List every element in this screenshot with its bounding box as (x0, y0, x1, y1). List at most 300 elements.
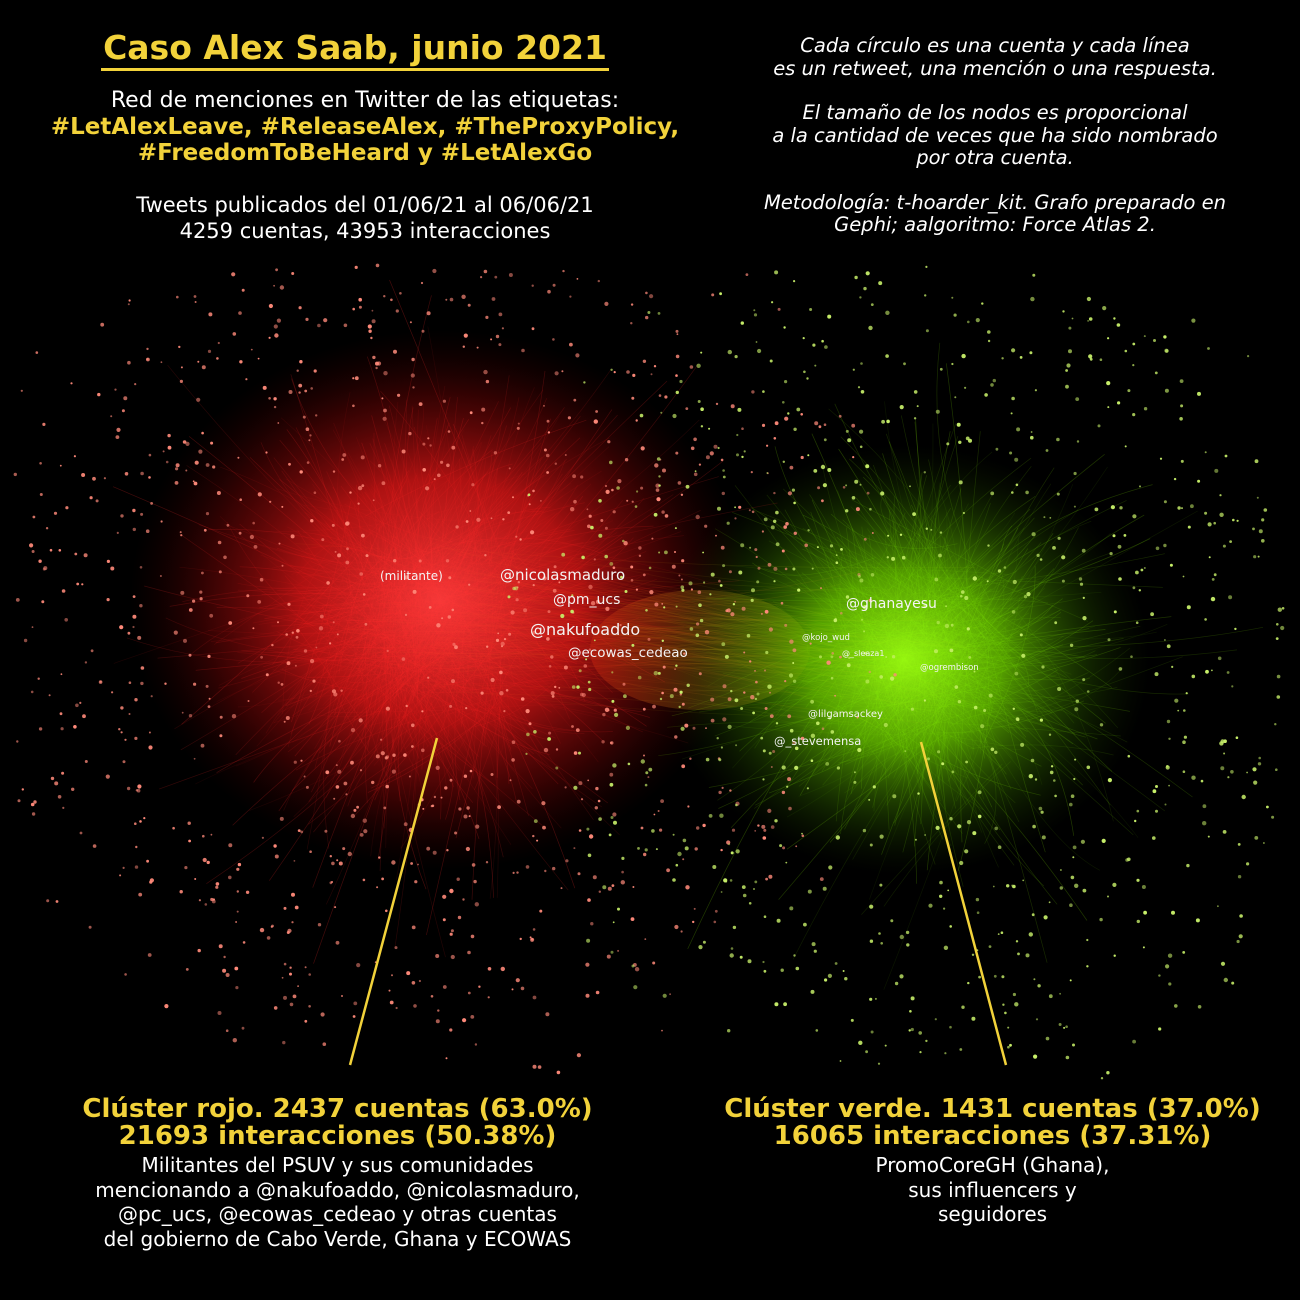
green-cluster-node (598, 817, 602, 821)
green-cluster-node (924, 699, 926, 701)
red-cluster-node (122, 409, 125, 412)
red-cluster-node (623, 683, 626, 686)
red-cluster-node (151, 695, 153, 697)
green-cluster-node (1049, 901, 1051, 903)
green-cluster-node (583, 381, 585, 383)
red-cluster-node (466, 806, 469, 809)
red-cluster-node (590, 922, 593, 925)
red-cluster-node (304, 776, 306, 778)
green-cluster-node (835, 962, 838, 965)
red-cluster-node (555, 463, 557, 465)
red-cluster-node (245, 378, 247, 380)
red-cluster-node (412, 386, 414, 388)
green-cluster-node (1024, 595, 1027, 598)
red-cluster-node (132, 509, 135, 512)
green-cluster-node (730, 879, 733, 882)
red-cluster-node (476, 518, 480, 522)
red-cluster-node (236, 868, 239, 871)
green-cluster-node (1127, 389, 1130, 392)
red-cluster-node (431, 805, 433, 807)
red-cluster-node (373, 499, 375, 501)
green-cluster-node (854, 276, 857, 279)
red-cluster-node (201, 572, 204, 575)
red-cluster-node (711, 719, 715, 723)
red-cluster-node (146, 348, 148, 350)
green-cluster-node (940, 368, 943, 371)
red-cluster-node (363, 593, 366, 596)
green-cluster-node (1158, 1027, 1161, 1030)
red-cluster-node (681, 930, 683, 932)
red-cluster-node (22, 788, 24, 790)
red-cluster-node (363, 879, 366, 882)
red-cluster-node (24, 639, 27, 642)
red-cluster-node (834, 695, 836, 697)
red-cluster-node (769, 692, 771, 694)
red-cluster-node (801, 456, 804, 459)
red-cluster-node (654, 603, 658, 607)
red-cluster-node (769, 627, 773, 631)
green-cluster-node (1004, 1012, 1007, 1015)
green-cluster-node (801, 833, 803, 835)
green-cluster-node (645, 609, 648, 612)
red-cluster-node (219, 944, 223, 948)
red-cluster-node (411, 358, 414, 361)
green-cluster-node (1058, 537, 1061, 540)
red-cluster-node (437, 474, 441, 478)
green-cluster-node (1205, 670, 1209, 674)
red-cluster-node (411, 373, 415, 377)
red-cluster-node (393, 350, 397, 354)
green-cluster-node (525, 753, 527, 755)
green-cluster-node (613, 821, 617, 825)
green-cluster-node (1011, 491, 1014, 494)
red-cluster-node (297, 985, 299, 987)
red-cluster-node (306, 786, 309, 789)
green-cluster-node (981, 302, 983, 304)
red-cluster-node (546, 454, 550, 458)
green-cluster-node (1102, 306, 1106, 310)
red-cluster-node (663, 666, 666, 669)
green-cluster-node (1013, 993, 1016, 996)
red-cluster-node (216, 357, 219, 360)
green-cluster-node (1204, 618, 1207, 621)
red-cluster-node (761, 825, 765, 829)
red-cluster-node (359, 306, 362, 309)
green-cluster-node (945, 605, 947, 607)
green-cluster-node (934, 578, 938, 582)
red-cluster-node (441, 617, 443, 619)
green-cluster-node (1208, 522, 1212, 526)
green-cluster-node (1220, 766, 1224, 770)
green-cluster-node (752, 712, 755, 715)
green-cluster-node (789, 673, 793, 677)
green-cluster-node (869, 508, 872, 511)
red-cluster-node (210, 442, 213, 445)
red-cluster-node (419, 560, 422, 563)
green-cluster-node (586, 828, 589, 831)
green-cluster-node (616, 486, 620, 490)
red-cluster-node (421, 710, 423, 712)
green-cluster-node (857, 748, 861, 752)
green-cluster-node (744, 450, 746, 452)
red-cluster-node (402, 450, 406, 454)
green-cluster-node (762, 778, 764, 780)
green-cluster-node (875, 998, 877, 1000)
green-cluster-node (1099, 918, 1102, 921)
red-cluster-node (706, 455, 710, 459)
red-cluster-node (298, 829, 301, 832)
green-cluster-node (941, 762, 944, 765)
red-cluster-node (694, 908, 696, 910)
red-cluster-node (352, 308, 355, 311)
red-cluster-node (608, 887, 612, 891)
red-cluster-node (127, 632, 130, 635)
red-cluster-node (308, 973, 311, 976)
red-cluster-node (266, 673, 269, 676)
red-cluster-node (258, 358, 260, 360)
green-cluster-node (1106, 381, 1110, 385)
red-cluster-node (208, 705, 211, 708)
green-cluster-node (1102, 839, 1106, 843)
green-cluster-node (680, 691, 683, 694)
green-cluster-node (514, 586, 518, 590)
red-cluster-node (510, 610, 514, 614)
green-cluster-node (751, 588, 755, 592)
red-cluster-node (640, 487, 643, 490)
green-cluster-node (909, 1029, 911, 1031)
red-cluster-node (645, 316, 648, 319)
note-paragraph-1 (700, 35, 1290, 80)
green-cluster-node (871, 573, 875, 577)
red-cluster-node (510, 779, 512, 781)
red-cluster-node (361, 534, 365, 538)
red-cluster-node (488, 967, 492, 971)
red-cluster-node (824, 423, 827, 426)
red-cluster-node (448, 615, 451, 618)
red-cluster-node (305, 966, 307, 968)
red-cluster-node (183, 639, 187, 643)
red-cluster-node (451, 955, 455, 959)
red-cluster-node (486, 646, 488, 648)
red-cluster-node (682, 703, 685, 706)
red-cluster-node (757, 824, 759, 826)
red-cluster-node (368, 324, 372, 328)
red-cluster-node (359, 718, 363, 722)
red-cluster-node (273, 285, 275, 287)
red-cluster-node (469, 510, 471, 512)
red-cluster-node (128, 303, 130, 305)
red-cluster-node (393, 559, 396, 562)
green-cluster-node (1231, 685, 1233, 687)
red-cluster-node (632, 374, 635, 377)
green-cluster-node (1026, 953, 1030, 957)
green-cluster-node (1181, 507, 1183, 509)
green-cluster-node (773, 580, 775, 582)
green-cluster-node (949, 925, 952, 928)
green-cluster-node (1101, 1077, 1103, 1079)
red-cluster-node (696, 515, 700, 519)
red-cluster-node (831, 652, 834, 655)
red-cluster-node (449, 1028, 452, 1031)
red-cluster-node (553, 284, 556, 287)
green-cluster-node (656, 848, 658, 850)
green-cluster-node (1043, 516, 1045, 518)
red-cluster-node (687, 805, 689, 807)
green-cluster-node (885, 1045, 887, 1047)
green-cluster-node (610, 783, 614, 787)
green-cluster-node (1158, 974, 1160, 976)
red-cluster-node (116, 428, 120, 432)
red-cluster-node (413, 590, 417, 594)
green-cluster-node (740, 543, 744, 547)
green-cluster-node (1090, 358, 1093, 361)
red-cluster-node (49, 694, 51, 696)
red-cluster-node (246, 594, 249, 597)
red-cluster-node (260, 656, 263, 659)
red-cluster-node (294, 860, 296, 862)
red-cluster-node (345, 793, 347, 795)
green-cluster-node (658, 475, 660, 477)
red-cluster-node (702, 824, 705, 827)
green-cluster-node (810, 700, 814, 704)
red-cluster-node (638, 546, 641, 549)
red-cluster-node (215, 886, 218, 889)
red-cluster-node (676, 355, 680, 359)
red-cluster-node (593, 875, 597, 879)
green-cluster-node (735, 698, 739, 702)
green-cluster-node (1033, 1055, 1037, 1059)
green-cluster-node (814, 950, 817, 953)
green-cluster-node (989, 694, 993, 698)
green-cluster-node (860, 484, 862, 486)
green-cluster-node (586, 939, 590, 943)
red-cluster-node (413, 1004, 417, 1008)
green-cluster-node (754, 881, 757, 884)
red-cluster-node (353, 1015, 356, 1018)
red-cluster-node (729, 789, 731, 791)
green-cluster-node (636, 490, 638, 492)
red-cluster-node (282, 977, 284, 979)
green-cluster-node (909, 485, 911, 487)
red-cluster-node (100, 323, 104, 327)
green-cluster-node (685, 846, 689, 850)
green-cluster-node (1136, 621, 1139, 624)
green-cluster-node (1214, 573, 1217, 576)
red-cluster-node (121, 731, 123, 733)
red-cluster-node (61, 727, 64, 730)
green-cluster-node (1071, 876, 1075, 880)
green-cluster-node (1029, 774, 1033, 778)
green-cluster-node (865, 1050, 868, 1053)
red-cluster-node (532, 490, 535, 493)
green-cluster-node (749, 547, 751, 549)
green-cluster-node (902, 556, 906, 560)
red-cluster-node (202, 835, 205, 838)
red-cluster-node (391, 974, 393, 976)
red-cluster-node (201, 744, 205, 748)
red-cluster-node (127, 361, 131, 365)
hashtags-line-1: #LetAlexLeave, #ReleaseAlex, #TheProxyPolicy, (50, 114, 680, 140)
green-cluster-node (1066, 363, 1070, 367)
red-cluster-node (427, 311, 431, 315)
red-cluster-node (337, 770, 341, 774)
red-cluster-node (491, 773, 494, 776)
green-cluster-node (868, 799, 870, 801)
red-cluster-node (554, 686, 556, 688)
red-cluster-node (110, 567, 114, 571)
green-cluster-node (1136, 879, 1139, 882)
green-cluster-node (831, 677, 834, 680)
red-cluster-node (410, 862, 413, 865)
red-cluster-node (334, 906, 336, 908)
green-cluster-node (1259, 529, 1263, 533)
green-cluster-node (1191, 319, 1195, 323)
green-cluster-node (1258, 757, 1261, 760)
green-cluster-node (1231, 982, 1234, 985)
green-cluster-node (1261, 539, 1265, 543)
green-cluster-node (847, 438, 851, 442)
green-cluster-node (1141, 569, 1144, 572)
green-cluster-node (1211, 670, 1213, 672)
green-cluster-node (957, 824, 961, 828)
green-cluster-node (863, 630, 865, 632)
red-cluster-node (674, 688, 678, 692)
green-cluster-node (1087, 766, 1091, 770)
red-cluster-node (507, 511, 510, 514)
red-cluster-node (61, 673, 63, 675)
red-cluster-node (300, 760, 302, 762)
green-cluster-node (722, 469, 725, 472)
red-cluster-node (61, 772, 64, 775)
red-cluster-node (608, 709, 610, 711)
red-cluster-node (787, 714, 791, 718)
green-cluster-node (1072, 1044, 1075, 1047)
green-cluster-node (1072, 318, 1074, 320)
green-cluster-node (757, 693, 760, 696)
red-cluster-node (494, 451, 497, 454)
red-cluster-node (336, 764, 338, 766)
red-cluster-node (497, 633, 499, 635)
red-cluster-node (267, 936, 271, 940)
green-cluster-node (709, 814, 713, 818)
red-cluster-node (251, 349, 253, 351)
red-cluster-node (212, 465, 215, 468)
green-cluster-node (1142, 885, 1146, 889)
hashtag-freedom: #FreedomToBeHeard (137, 140, 410, 166)
red-cluster-node (232, 714, 236, 718)
red-cluster-node (820, 587, 822, 589)
green-cluster-node (912, 512, 916, 516)
red-cluster-node (755, 681, 758, 684)
green-cluster-node (1207, 347, 1210, 350)
red-cluster-node (443, 918, 446, 921)
red-cluster-node (551, 691, 555, 695)
red-cluster-node (97, 393, 100, 396)
red-cluster-node (602, 713, 605, 716)
green-cluster-node (1088, 354, 1092, 358)
green-cluster-node (1183, 709, 1186, 712)
red-cluster-node (463, 346, 465, 348)
red-cluster-node (351, 814, 355, 818)
red-cluster-node (222, 969, 226, 973)
red-cluster-node (148, 953, 152, 957)
red-cluster-node (508, 633, 511, 636)
green-cluster-node (779, 844, 782, 847)
red-cluster-node (466, 847, 470, 851)
red-cluster-node (742, 607, 746, 611)
red-cluster-node (269, 337, 271, 339)
green-cluster-node (903, 362, 906, 365)
green-cluster-node (1183, 576, 1185, 578)
red-cluster-node (372, 356, 375, 359)
red-cluster-node (298, 384, 302, 388)
red-desc-line-1: Militantes del PSUV y sus comunidades (141, 1153, 534, 1177)
red-cluster-node (206, 463, 210, 467)
green-cluster-node (774, 1002, 778, 1006)
green-cluster-node (1246, 862, 1249, 865)
red-cluster-node (59, 549, 62, 552)
red-cluster-node (483, 370, 487, 374)
red-cluster-node (521, 987, 525, 991)
red-cluster-node (449, 705, 452, 708)
green-cluster-node (989, 945, 992, 948)
red-cluster-node (238, 863, 241, 866)
green-cluster-node (730, 953, 734, 957)
green-cluster-node (1192, 675, 1196, 679)
green-cluster-node (1011, 397, 1015, 401)
red-cluster-node (372, 319, 376, 323)
green-cluster-node (1174, 699, 1178, 703)
red-cluster-node (478, 986, 480, 988)
note-p2-line1: El tamaño de los nodos es proporcional (802, 101, 1188, 124)
green-cluster-node (1227, 776, 1229, 778)
red-cluster-node (604, 302, 608, 306)
red-cluster-node (502, 327, 504, 329)
green-cluster-node (632, 965, 635, 968)
red-cluster-node (134, 698, 137, 701)
red-cluster-node (754, 548, 757, 551)
red-cluster-node (577, 1053, 581, 1057)
red-cluster-node (587, 525, 591, 529)
red-cluster-node (308, 439, 310, 441)
red-cluster-node (695, 847, 698, 850)
green-cluster-node (733, 926, 736, 929)
red-cluster-node (730, 612, 734, 616)
green-cluster-node (1174, 478, 1176, 480)
red-cluster-node (788, 807, 792, 811)
green-cluster-node (1080, 583, 1083, 586)
red-cluster-description (30, 1153, 645, 1251)
red-cluster-node (533, 1065, 537, 1069)
red-cluster-node (242, 289, 245, 292)
green-cluster-node (1133, 586, 1136, 589)
red-cluster-node (529, 722, 532, 725)
green-cluster-node (1253, 555, 1256, 558)
red-cluster-node (458, 916, 461, 919)
green-cluster-node (1107, 406, 1109, 408)
red-cluster-node (499, 691, 503, 695)
green-cluster-node (1255, 459, 1259, 463)
red-cluster-node (532, 327, 535, 330)
green-cluster-node (1117, 323, 1121, 327)
red-cluster-title-1: Clúster rojo. 2437 cuentas (63.0%) (82, 1094, 593, 1124)
green-cluster-node (753, 309, 755, 311)
red-cluster-node (864, 538, 867, 541)
green-cluster-node (990, 492, 994, 496)
green-cluster-node (927, 757, 930, 760)
red-cluster-node (517, 800, 521, 804)
red-cluster-node (237, 911, 239, 913)
